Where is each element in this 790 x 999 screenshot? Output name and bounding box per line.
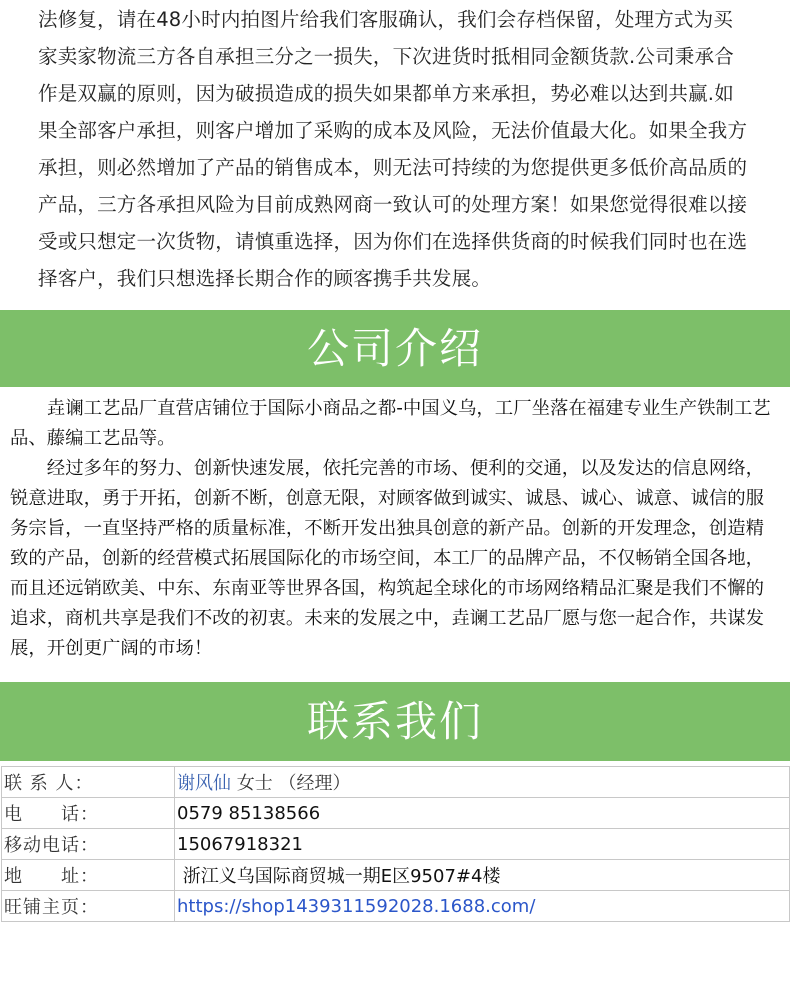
notice-line: 家卖家物流三方各自承担三分之一损失，下次进货时抵相同金额货款.公司秉承合 xyxy=(38,45,734,68)
return-policy-notice xyxy=(38,0,758,297)
notice-line: 作是双赢的原则，因为破损造成的损失如果都单方来承担，势必难以达到共赢.如 xyxy=(38,82,734,105)
contact-table xyxy=(1,766,790,922)
contact-person-value xyxy=(175,767,790,798)
contact-person-name[interactable]: 谢风仙 xyxy=(177,773,231,794)
company-intro-banner xyxy=(0,310,790,387)
address-value xyxy=(175,860,790,891)
address-text: 浙江义乌国际商贸城一期E区9507#4楼 xyxy=(182,866,501,887)
notice-line: 受或只想定一次货物，请慎重选择，因为你们在选择供货商的时候我们同时也在选 xyxy=(38,230,748,253)
shop-label: 旺铺主页： xyxy=(2,891,175,922)
notice-line: 法修复，请在48小时内拍图片给我们客服确认，我们会存档保留，处理方式为买 xyxy=(38,8,734,31)
notice-line: 择客户，我们只想选择长期合作的顾客携手共发展。 xyxy=(38,267,492,290)
contact-row-person xyxy=(2,767,790,798)
company-intro-text xyxy=(10,394,780,664)
contact-row-shop xyxy=(2,891,790,922)
contact-row-address xyxy=(2,860,790,891)
shop-value xyxy=(175,891,790,922)
company-intro-title: 公司介绍 xyxy=(306,324,483,373)
phone-value: 0579 85138566 xyxy=(175,798,790,829)
contact-person-label: 联 系 人： xyxy=(2,767,175,798)
intro-paragraph: 经过多年的努力、创新快速发展，依托完善的市场、便利的交通，以及发达的信息网络，锐意进取，勇于开拓，创新不断，创意无限，对顾客做到诚实、诚恳、诚心、诚意、诚信的服务宗旨，一直坚持严格的质量标准，不断开发出独具创意的新产品。创新的开发理念，创造精致的产品，创新的经营模式拓展国际化的市场空间，本工厂的品牌产品，不仅畅销全国各地，而且还远销欧美、中东、东南亚等世界各国，构筑起全球化的市场网络精品汇聚是我们不懈的追求，商机共享是我们不改的初衷。未来的发展之中，垚谰工艺品厂愿与您一起合作，共谋发展，开创更广阔的市场！ xyxy=(10,458,765,659)
notice-line: 产品，三方各承担风险为目前成熟网商一致认可的处理方案！如果您觉得很难以接 xyxy=(38,193,748,216)
notice-line: 果全部客户承担，则客户增加了采购的成本及风险，无法价值最大化。如果全我方 xyxy=(38,119,748,142)
mobile-label: 移动电话： xyxy=(2,829,175,860)
mobile-value: 15067918321 xyxy=(175,829,790,860)
contact-person-title: 女士 （经理） xyxy=(231,773,351,794)
shop-url-link[interactable]: https://shop1439311592028.1688.com/ xyxy=(177,895,536,917)
contact-us-title: 联系我们 xyxy=(306,697,483,746)
intro-paragraph: 垚谰工艺品厂直营店铺位于国际小商品之都-中国义乌，工厂坐落在福建专业生产铁制工艺品、藤编工艺品等。 xyxy=(10,398,771,449)
address-label: 地 址： xyxy=(2,860,175,891)
phone-label: 电 话： xyxy=(2,798,175,829)
contact-row-phone xyxy=(2,798,790,829)
notice-line: 承担，则必然增加了产品的销售成本，则无法可持续的为您提供更多低价高品质的 xyxy=(38,156,748,179)
contact-us-banner xyxy=(0,682,790,761)
contact-row-mobile xyxy=(2,829,790,860)
